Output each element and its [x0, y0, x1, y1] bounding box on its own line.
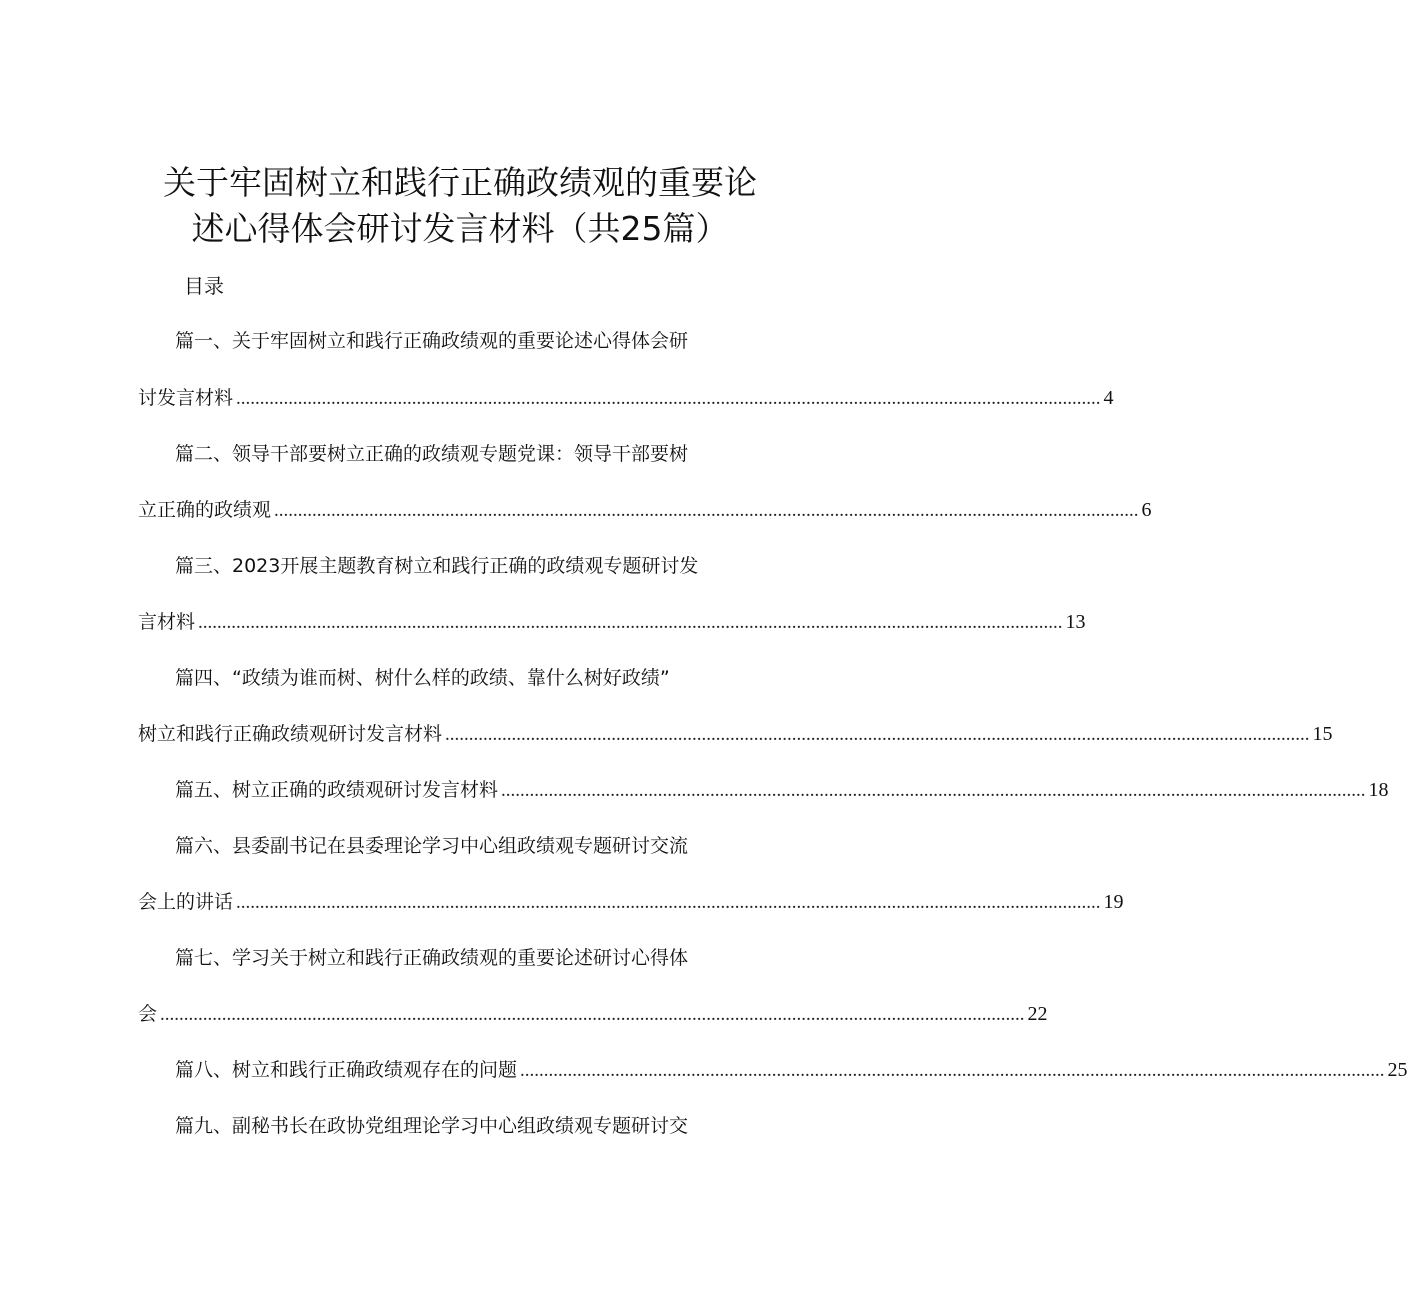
toc-entry-8-text: 篇八、树立和践行正确政绩观存在的问题	[175, 1059, 518, 1081]
toc-entry-6-line1[interactable]: 篇六、县委副书记在县委理论学习中心组政绩观专题研讨交流	[175, 835, 689, 857]
toc-entry-2-line1[interactable]: 篇二、领导干部要树立正确的政绩观专题党课：领导干部要树	[175, 443, 689, 465]
toc-leader-dots: ......................................................................................................................................................................................	[445, 724, 1310, 745]
toc-entry-2-text: 立正确的政绩观	[138, 499, 272, 521]
toc-entry-6-line2[interactable]	[138, 889, 1124, 916]
toc-entry-5-page: 18	[1368, 779, 1389, 801]
toc-entry-3-page: 13	[1065, 611, 1086, 633]
toc-heading: 目录	[184, 274, 224, 298]
toc-entry-4-text: 树立和践行正确政绩观研讨发言材料	[138, 723, 443, 745]
toc-entry-8-page: 25	[1387, 1059, 1408, 1081]
toc-entry-8[interactable]	[175, 1057, 1408, 1084]
toc-leader-dots: ......................................................................................................................................................................................	[236, 892, 1101, 913]
toc-leader-dots: ......................................................................................................................................................................................	[198, 612, 1063, 633]
toc-entry-7-line2[interactable]	[138, 1001, 1048, 1028]
toc-leader-dots: ......................................................................................................................................................................................	[520, 1060, 1385, 1081]
toc-entry-5[interactable]	[175, 777, 1389, 804]
toc-leader-dots: ......................................................................................................................................................................................	[274, 500, 1139, 521]
toc-entry-1-line2[interactable]	[138, 385, 1114, 412]
toc-entry-5-text: 篇五、树立正确的政绩观研讨发言材料	[175, 779, 499, 801]
toc-entry-3-line1[interactable]: 篇三、2023开展主题教育树立和践行正确的政绩观专题研讨发	[175, 555, 699, 577]
toc-entry-4-line2[interactable]	[138, 721, 1333, 748]
toc-entry-2-line2[interactable]	[138, 497, 1152, 524]
title-line-2: 述心得体会研讨发言材料（共25篇）	[191, 209, 729, 249]
toc-entry-2-page: 6	[1141, 499, 1152, 521]
document-title	[0, 160, 920, 252]
toc-entry-4-page: 15	[1312, 723, 1333, 745]
toc-entry-3-line2[interactable]	[138, 609, 1086, 636]
toc-entry-9-line1[interactable]: 篇九、副秘书长在政协党组理论学习中心组政绩观专题研讨交	[175, 1115, 689, 1137]
toc-leader-dots: ......................................................................................................................................................................................	[501, 780, 1366, 801]
toc-leader-dots: ......................................................................................................................................................................................	[160, 1004, 1025, 1025]
toc-leader-dots: ......................................................................................................................................................................................	[236, 388, 1101, 409]
toc-entry-7-page: 22	[1027, 1003, 1048, 1025]
toc-entry-4-line1[interactable]: 篇四、“政绩为谁而树、树什么样的政绩、靠什么树好政绩”	[175, 667, 670, 689]
toc-entry-1-page: 4	[1103, 387, 1114, 409]
toc-entry-6-page: 19	[1103, 891, 1124, 913]
toc-entry-6-text: 会上的讲话	[138, 891, 234, 913]
toc-entry-7-line1[interactable]: 篇七、学习关于树立和践行正确政绩观的重要论述研讨心得体	[175, 947, 689, 969]
title-line-1: 关于牢固树立和践行正确政绩观的重要论	[163, 163, 757, 203]
toc-entry-7-text: 会	[138, 1003, 158, 1025]
toc-entry-1-text: 讨发言材料	[138, 387, 234, 409]
toc-entry-3-text: 言材料	[138, 611, 196, 633]
toc-entry-1-line1[interactable]: 篇一、关于牢固树立和践行正确政绩观的重要论述心得体会研	[175, 330, 689, 352]
